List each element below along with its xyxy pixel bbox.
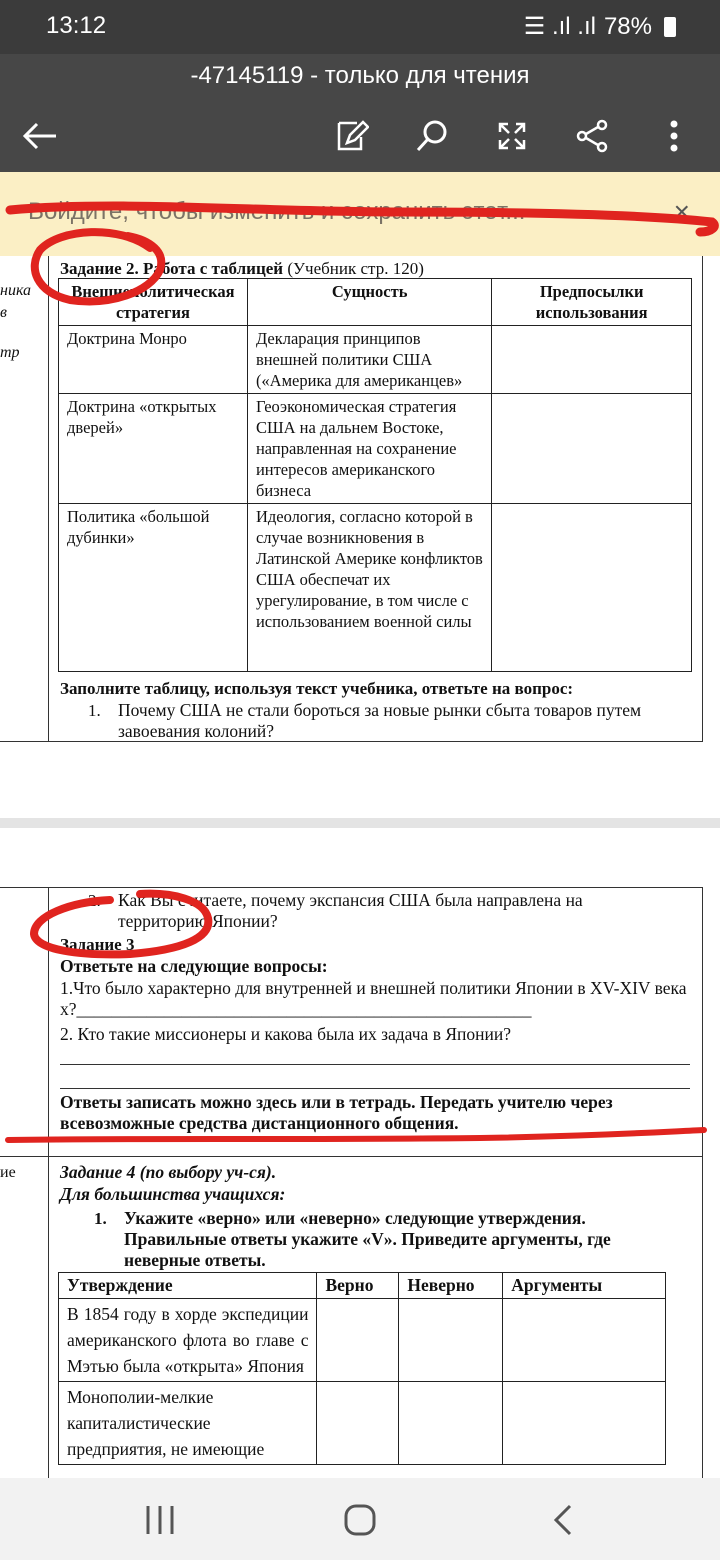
table-header: Утверждение <box>59 1273 317 1299</box>
question-number: 1. <box>94 1209 107 1228</box>
task4-heading: Задание 4 (по выбору уч-ся). <box>60 1162 277 1182</box>
sign-in-banner[interactable] <box>0 172 720 256</box>
battery-level: 78% <box>603 12 652 40</box>
table-cell: Монополии-мелкие капиталистические предприятия, не имеющие <box>59 1382 317 1465</box>
recents-icon[interactable] <box>140 1502 180 1543</box>
edit-icon[interactable] <box>330 114 374 158</box>
table-row <box>59 1299 666 1382</box>
row-divider <box>0 1156 703 1157</box>
table-row <box>59 326 692 394</box>
app-bar <box>0 54 720 172</box>
table-cell-empty[interactable] <box>317 1299 399 1382</box>
fullscreen-icon[interactable] <box>490 114 534 158</box>
table-cell-empty[interactable] <box>492 326 692 394</box>
left-margin-text: ника в тр <box>0 282 32 361</box>
answer-line <box>60 1064 690 1065</box>
task4-item: Укажите «верно» или «неверно» следующие утверждения. Правильные ответы укажите «V». Приведите аргументы, где неверные ответы. <box>124 1208 611 1270</box>
left-margin-text: ие <box>0 1164 16 1181</box>
table-header-row <box>59 279 692 326</box>
fill-instruction: Заполните таблицу, используя текст учебника, ответьте на вопрос: <box>60 679 574 698</box>
answer-line <box>60 1088 690 1089</box>
task3-heading: Задание 3 <box>60 935 135 954</box>
table-cell: Декларация принципов внешней политики США («Америка для американцев» <box>247 326 491 394</box>
question-2: Как Вы считаете, почему экспансия США была направлена на территорию Японии? <box>118 890 583 931</box>
column-divider <box>48 887 49 1478</box>
task4-subheading: Для большинства учащихся: <box>60 1184 286 1204</box>
system-nav-bar <box>0 1478 720 1560</box>
page-1 <box>0 256 720 818</box>
table-header: Верно <box>317 1273 399 1299</box>
table-cell-empty[interactable] <box>317 1382 399 1465</box>
status-time: 13:12 <box>46 12 107 39</box>
table-header: Внешнеполитическая стратегия <box>59 279 248 326</box>
table-cell: Идеология, согласно которой в случае возникновения в Латинской Америке конфликтов США обеспечат их урегулирование, в том числе с использованием военной силы <box>247 504 491 672</box>
question-3-2: 2. Кто такие миссионеры и какова была их задача в Японии? <box>60 1024 511 1044</box>
page-border-right <box>702 887 703 1478</box>
question-1: Почему США не стали бороться за новые рынки сбыта товаров путем завоевания колоний? <box>118 700 642 741</box>
close-icon[interactable]: × <box>673 196 690 227</box>
task2-heading: Задание 2. Работа с таблицей (Учебник стр. 120) <box>60 259 424 278</box>
question-number: 1. <box>88 701 101 720</box>
table-header-row <box>59 1273 666 1299</box>
search-icon[interactable] <box>410 114 454 158</box>
table-cell-empty[interactable] <box>399 1299 503 1382</box>
column-divider <box>48 256 49 742</box>
banner-text: Войдите, чтобы изменить и сохранить этот... <box>28 198 526 225</box>
table-cell: Политика «большой дубинки» <box>59 504 248 672</box>
table-cell: В 1854 году в хорде экспедиции американского флота во главе с Мэтью была «открыта» Япония <box>59 1299 317 1382</box>
table-cell: Доктрина Монро <box>59 326 248 394</box>
table-cell-empty[interactable] <box>492 394 692 504</box>
page-separator <box>0 818 720 828</box>
page-2 <box>0 828 720 1478</box>
table-cell-empty[interactable] <box>503 1382 666 1465</box>
status-bar <box>0 0 720 54</box>
more-icon[interactable] <box>652 114 696 158</box>
question-number: 2. <box>88 891 101 910</box>
table-header: Неверно <box>399 1273 503 1299</box>
signal-icon: ☰ .ıl .ıl <box>523 13 596 40</box>
table-cell-empty[interactable] <box>399 1382 503 1465</box>
question-3-1: 1.Что было характерно для внутренней и внешней политики Японии в XV-XIV веках?____________________________________________________ <box>60 978 687 1019</box>
table-cell: Геоэкономическая стратегия США на дальнем Востоке, направленная на сохранение интересов американского бизнеса <box>247 394 491 504</box>
table-cell: Доктрина «открытых дверей» <box>59 394 248 504</box>
table-header: Аргументы <box>503 1273 666 1299</box>
table-header: Сущность <box>247 279 491 326</box>
table-cell-empty[interactable] <box>503 1299 666 1382</box>
share-icon[interactable] <box>570 114 614 158</box>
table-header: Предпосылки использования <box>492 279 692 326</box>
home-icon[interactable] <box>342 1502 378 1543</box>
answer-note: Ответы записать можно здесь или в тетрадь. Передать учителю через всевозможные средства дистанционного общения. <box>60 1092 613 1133</box>
table-row <box>59 394 692 504</box>
nav-back-icon[interactable] <box>550 1502 578 1543</box>
page-border-top <box>0 887 703 888</box>
table-cell-empty[interactable] <box>492 504 692 672</box>
battery-icon <box>664 17 676 37</box>
strategy-table <box>58 278 692 672</box>
statements-table <box>58 1272 666 1465</box>
document-title: -47145119 - только для чтения <box>190 62 530 89</box>
page-border-right <box>702 256 703 742</box>
table-row <box>59 1382 666 1465</box>
status-right <box>524 12 676 41</box>
back-arrow-icon[interactable] <box>18 114 62 158</box>
table-row <box>59 504 692 672</box>
answer-heading: Ответьте на следующие вопросы: <box>60 956 328 976</box>
